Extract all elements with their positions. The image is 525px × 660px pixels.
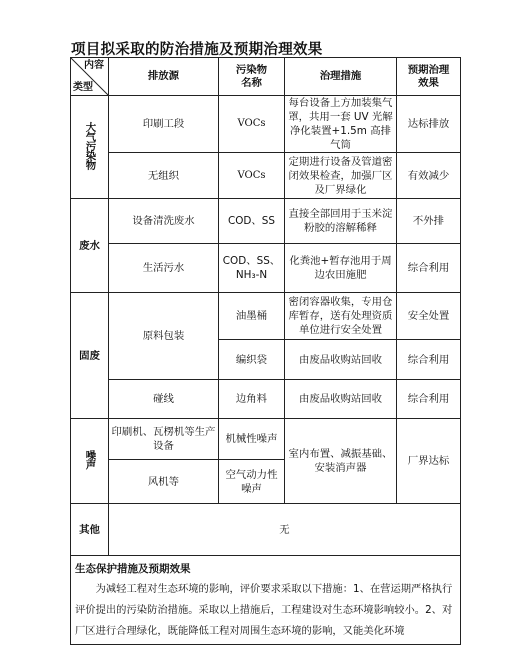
solid-measure-1: 密闭容器收集，专用仓库暂存，送有处理资质单位进行安全处置 xyxy=(285,293,397,340)
noise-effect: 厂界达标 xyxy=(397,419,461,504)
water-pollutant-2: COD、SS、NH₃-N xyxy=(219,244,285,293)
table-row xyxy=(71,244,461,293)
category-noise-label: 噪声 xyxy=(83,449,96,469)
eco-cell xyxy=(71,556,461,645)
table-row xyxy=(71,199,461,244)
noise-source-1: 印刷机、瓦楞机等生产设备 xyxy=(109,419,219,460)
water-measure-2: 化粪池+暂存池用于周边农田施肥 xyxy=(285,244,397,293)
page-title: 项目拟采取的防治措施及预期治理效果 xyxy=(71,42,323,58)
header-effect: 预期治理 效果 xyxy=(397,58,461,96)
solid-pollutant-2: 编织袋 xyxy=(219,340,285,380)
header-source: 排放源 xyxy=(109,58,219,96)
category-air xyxy=(71,96,109,199)
category-solid: 固废 xyxy=(71,293,109,419)
noise-pollutant-1: 机械性噪声 xyxy=(219,419,285,460)
eco-body: 为减轻工程对生态环境的影响，评价要求采取以下措施：1、在营运期严格执行评价提出的污染防治措施。采取以上措施后，工程建设对生态环境影响较小。2、对厂区进行合理绿化，既能降低工程对周围生态环境的影响，又能美化环境 xyxy=(75,583,453,637)
water-pollutant-1: COD、SS xyxy=(219,199,285,244)
table-row xyxy=(71,96,461,153)
air-pollutant-2: VOCs xyxy=(219,153,285,199)
table-row xyxy=(71,419,461,460)
noise-measure: 室内布置、减振基础、安装消声器 xyxy=(285,419,397,504)
category-other: 其他 xyxy=(71,504,109,556)
table-row xyxy=(71,380,461,419)
solid-effect-2: 综合利用 xyxy=(397,340,461,380)
water-source-2: 生活污水 xyxy=(109,244,219,293)
air-measure-1: 每台设备上方加装集气罩，共用一套 UV 光解净化装置+1.5m 高排气筒 xyxy=(285,96,397,153)
diag-header-cell xyxy=(71,58,109,96)
other-value: 无 xyxy=(109,504,461,556)
solid-group-source: 原料包装 xyxy=(109,293,219,380)
eco-title: 生态保护措施及预期效果 xyxy=(75,563,191,575)
header-row xyxy=(71,58,461,96)
solid-pollutant-3: 边角料 xyxy=(219,380,285,419)
air-effect-2: 有效减少 xyxy=(397,153,461,199)
solid-measure-3: 由废品收购站回收 xyxy=(285,380,397,419)
air-source-2: 无组织 xyxy=(109,153,219,199)
eco-row xyxy=(71,556,461,645)
water-effect-2: 综合利用 xyxy=(397,244,461,293)
water-effect-1: 不外排 xyxy=(397,199,461,244)
solid-pollutant-1: 油墨桶 xyxy=(219,293,285,340)
diag-header-bottom: 类型 xyxy=(73,82,93,93)
water-source-1: 设备清洗废水 xyxy=(109,199,219,244)
water-measure-1: 直接全部回用于玉米淀粉胶的溶解稀释 xyxy=(285,199,397,244)
category-air-label: 大气污染物 xyxy=(83,121,96,169)
noise-source-2: 风机等 xyxy=(109,460,219,504)
diag-header-top: 内容 xyxy=(84,60,104,71)
solid-measure-2: 由废品收购站回收 xyxy=(285,340,397,380)
solid-effect-3: 综合利用 xyxy=(397,380,461,419)
air-source-1: 印刷工段 xyxy=(109,96,219,153)
air-pollutant-1: VOCs xyxy=(219,96,285,153)
header-measures: 治理措施 xyxy=(285,58,397,96)
table-row xyxy=(71,504,461,556)
table-row xyxy=(71,153,461,199)
solid-source-3: 碰线 xyxy=(109,380,219,419)
table-row xyxy=(71,293,461,340)
header-pollutant: 污染物 名称 xyxy=(219,58,285,96)
category-water: 废水 xyxy=(71,199,109,293)
measures-table xyxy=(70,57,461,645)
category-noise xyxy=(71,419,109,504)
noise-pollutant-2: 空气动力性噪声 xyxy=(219,460,285,504)
air-effect-1: 达标排放 xyxy=(397,96,461,153)
air-measure-2: 定期进行设备及管道密闭效果检查，加强厂区及厂界绿化 xyxy=(285,153,397,199)
solid-effect-1: 安全处置 xyxy=(397,293,461,340)
